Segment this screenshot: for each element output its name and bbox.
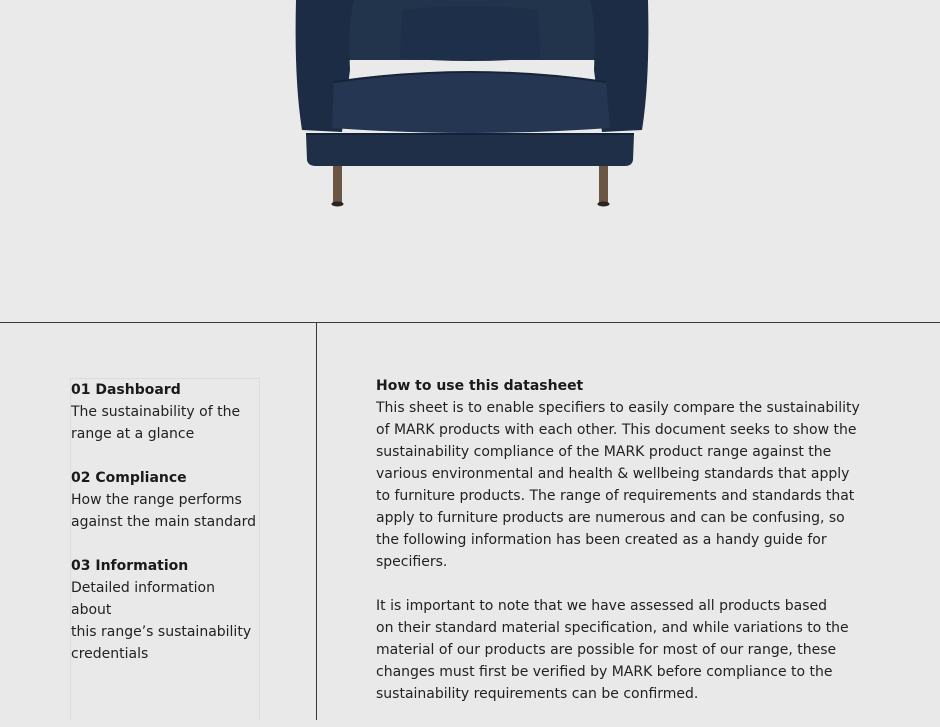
toc-description-line: range at a glance: [71, 426, 195, 442]
toc-description-line: this range’s sustainability: [71, 624, 252, 640]
text-line: It is important to note that we have assessed all products based: [376, 598, 827, 614]
toc-heading: 03 Information: [71, 558, 189, 574]
toc-entry-dashboard: [71, 379, 259, 445]
text-line: material of our products are possible for most of our range, these: [376, 642, 837, 658]
intro-paragraph: [376, 397, 866, 573]
column-divider: [316, 322, 317, 720]
section-title: How to use this datasheet: [376, 378, 584, 394]
toc-heading: 01 Dashboard: [71, 382, 181, 398]
text-line: to furniture products. The range of requirements and standards that: [376, 488, 855, 504]
section-divider: [0, 322, 940, 323]
text-line: of MARK products with each other. This document seeks to show the: [376, 422, 857, 438]
toc-description-line: How the range performs: [71, 492, 242, 508]
toc-description-line: credentials: [71, 646, 149, 662]
toc-description-line: Detailed information about: [71, 580, 215, 618]
toc-description-line: The sustainability of the: [71, 404, 241, 420]
table-of-contents: [70, 378, 260, 720]
text-line: This sheet is to enable specifiers to easily compare the sustainability: [376, 400, 860, 416]
toc-entry-information: [71, 555, 259, 665]
toc-description-line: against the main standard: [71, 514, 256, 530]
text-line: apply to furniture products are numerous and can be confusing, so: [376, 510, 845, 526]
text-line: the following information has been created as a handy guide for: [376, 532, 827, 548]
text-line: on their standard material specification, and while variations to the: [376, 620, 849, 636]
text-line: changes must first be verified by MARK before compliance to the: [376, 664, 833, 680]
datasheet-intro: [376, 375, 866, 727]
toc-heading: 02 Compliance: [71, 470, 187, 486]
hero-image-area: [0, 0, 940, 322]
toc-entry-compliance: [71, 467, 259, 533]
note-paragraph: [376, 595, 866, 705]
text-line: various environmental and health & wellbeing standards that apply: [376, 466, 850, 482]
text-line: sustainability requirements can be confirmed.: [376, 686, 699, 702]
text-line: sustainability compliance of the MARK product range against the: [376, 444, 832, 460]
text-line: specifiers.: [376, 554, 448, 570]
armchair-image: [290, 0, 655, 215]
